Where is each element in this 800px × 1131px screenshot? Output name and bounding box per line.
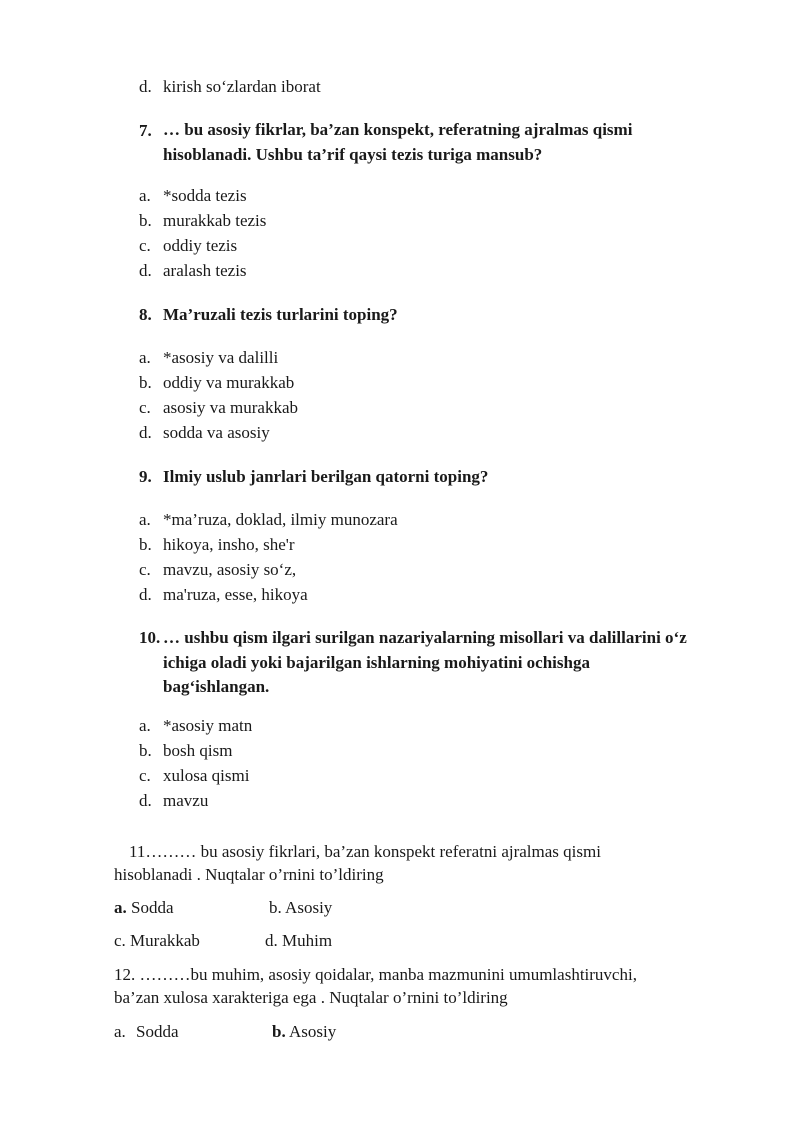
list-item: b. bosh qism	[139, 741, 233, 760]
question-text: hisoblanadi . Nuqtalar o’rnini to’ldiring	[114, 865, 384, 884]
question-number: 9.	[139, 467, 152, 486]
question-number: 10.	[139, 628, 161, 647]
question-number: 8.	[139, 305, 152, 324]
list-item: a. *asosiy matn	[139, 716, 253, 735]
question-number: 7.	[139, 121, 152, 140]
list-item: c. xulosa qismi	[139, 766, 250, 785]
list-item: a. *ma’ruza, doklad, ilmiy munozara	[139, 510, 398, 529]
list-item: d. aralash tezis	[139, 261, 247, 280]
list-item: d. mavzu	[139, 791, 209, 810]
answer-option: c. Murakkab	[114, 931, 200, 950]
question-text: ba’zan xulosa xarakteriga ega . Nuqtalar o’rnini to’ldiring	[114, 988, 508, 1007]
list-item: c. oddiy tezis	[139, 236, 238, 255]
list-item: b. oddiy va murakkab	[139, 373, 295, 392]
list-item: a. *sodda tezis	[139, 186, 247, 205]
answer-option: d. Muhim	[265, 931, 333, 950]
answer-option: a. Sodda	[114, 898, 174, 917]
question-text: 12. ………bu muhim, asosiy qoidalar, manba mazmunini umumlashtiruvchi,	[114, 965, 637, 984]
list-item: a. *asosiy va dalilli	[139, 348, 279, 367]
question-text: … bu asosiy fikrlar, ba’zan konspekt, referatning ajralmas qismi hisoblanadi. Ushbu ta’rif qaysi tezis turiga mansub?	[163, 120, 633, 164]
list-item: d. sodda va asosiy	[139, 423, 270, 442]
list-item: c. asosiy va murakkab	[139, 398, 299, 417]
question-text: 11……… bu asosiy fikrlari, ba’zan konspekt referatni ajralmas qismi	[129, 842, 601, 861]
list-item: b. hikoya, insho, she'r	[139, 535, 295, 554]
list-item: d. ma'ruza, esse, hikoya	[139, 585, 308, 604]
question-text: Ma’ruzali tezis turlarini toping?	[163, 305, 398, 324]
answer-option: b. Asosiy	[269, 898, 333, 917]
answer-option: b. Asosiy	[272, 1022, 337, 1041]
answer-option: a. Sodda	[114, 1022, 179, 1041]
list-item: d. kirish so‘zlardan iborat	[139, 77, 321, 96]
question-text: Ilmiy uslub janrlari berilgan qatorni toping?	[163, 467, 489, 486]
question-text: … ushbu qism ilgari surilgan nazariyalarning misollari va dalillarini o‘z ichiga oladi yoki bajarilgan ishlarning mohiyatini ochishga bag‘ishlangan.	[163, 628, 687, 696]
list-item: c. mavzu, asosiy so‘z,	[139, 560, 297, 579]
list-item: b. murakkab tezis	[139, 211, 267, 230]
